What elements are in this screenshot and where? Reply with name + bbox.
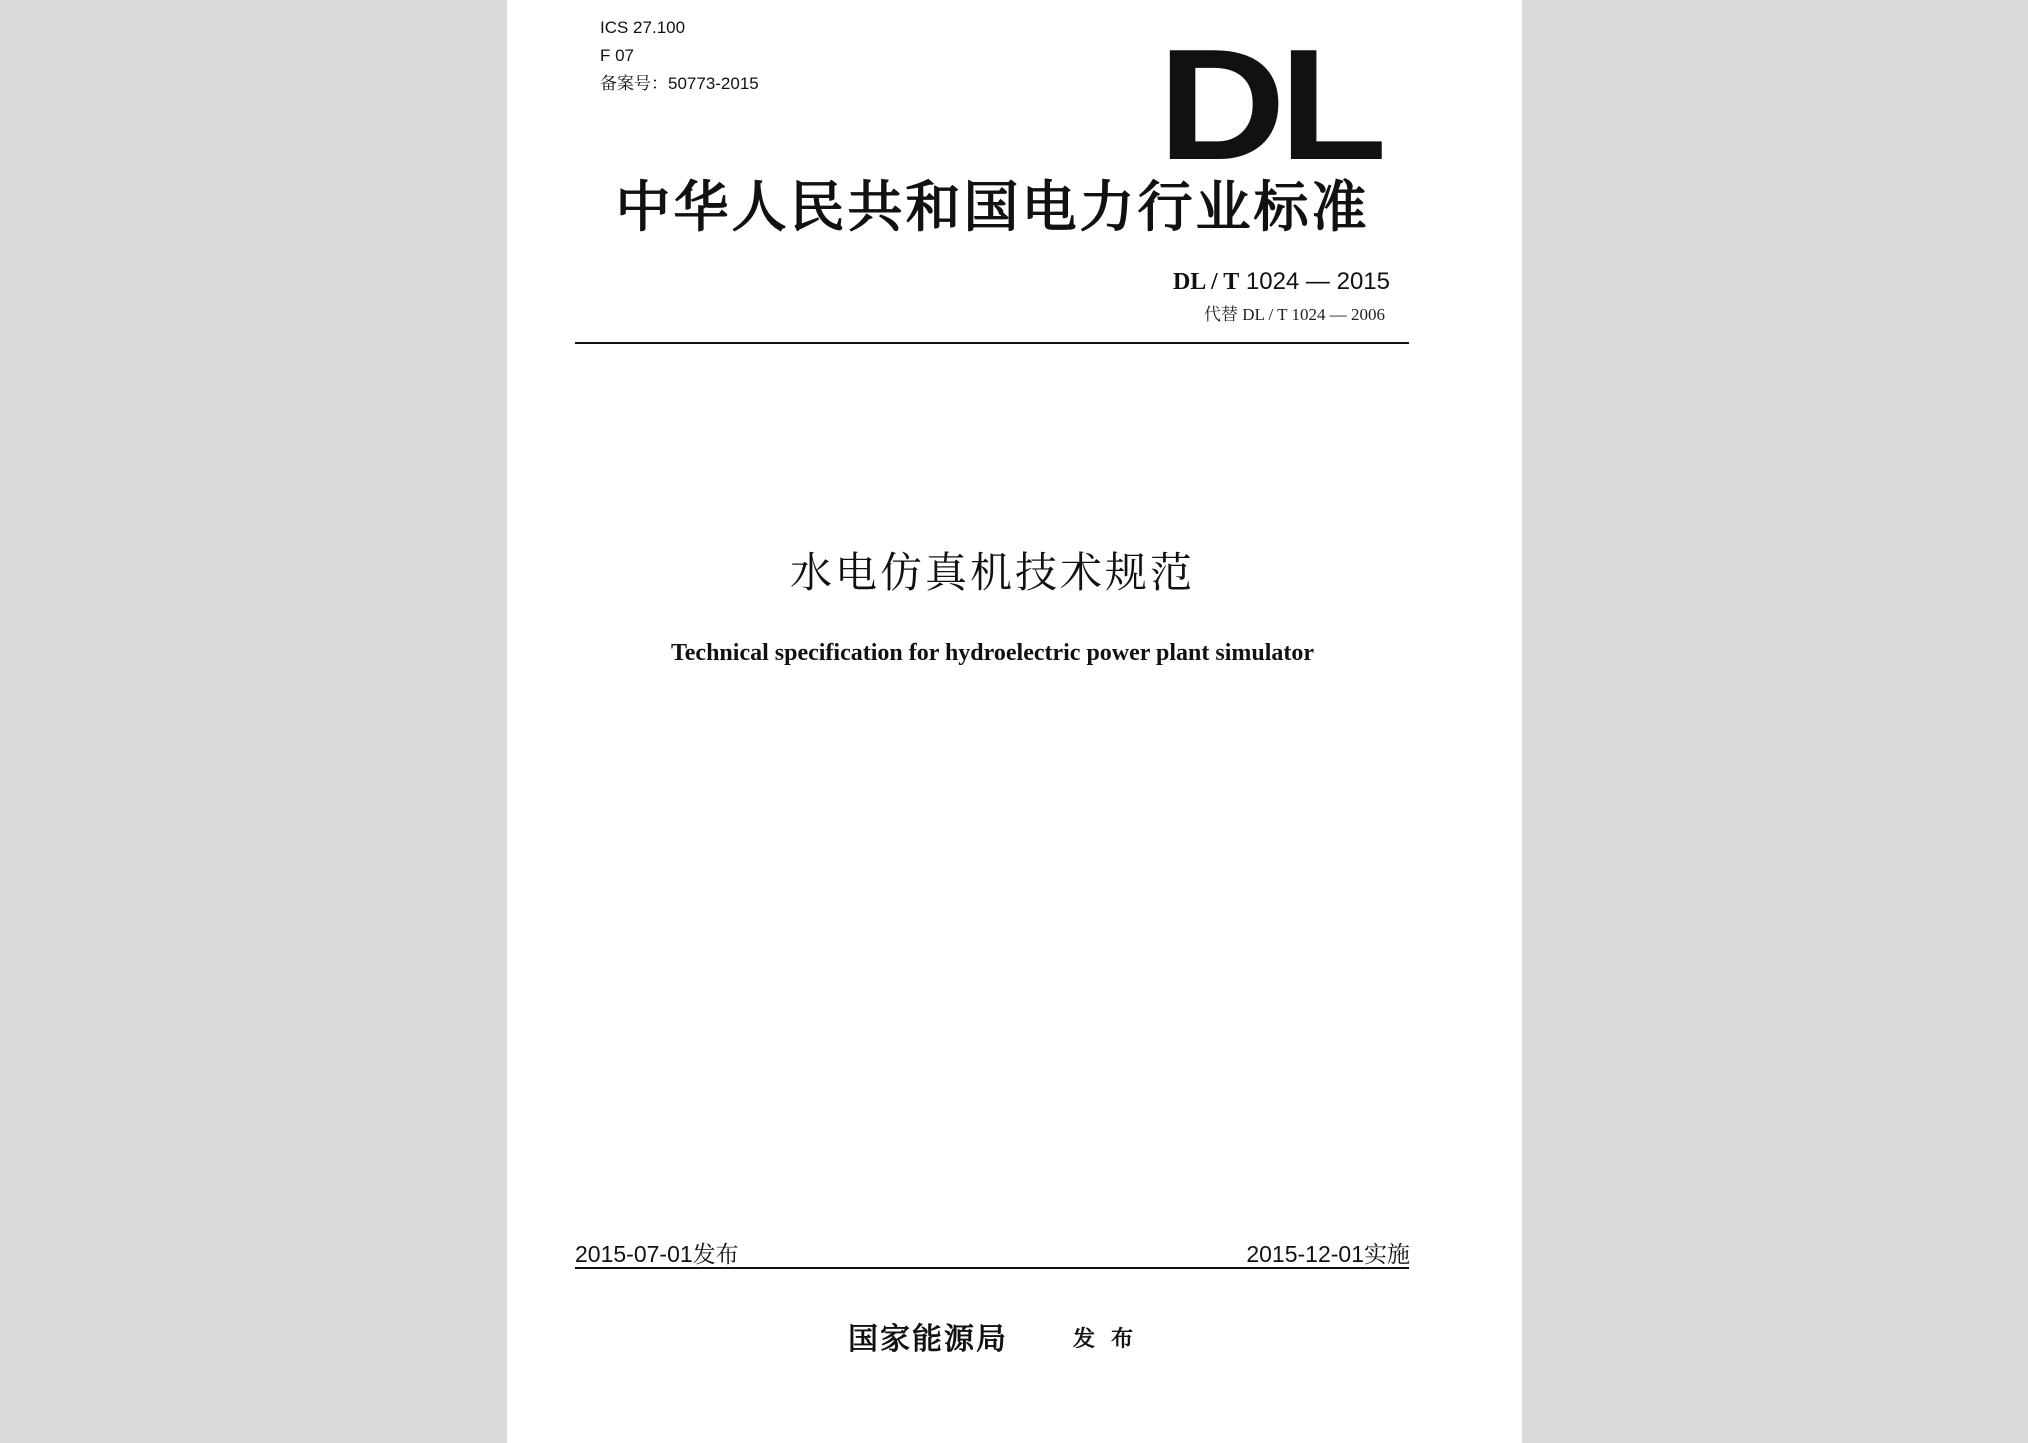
dl-logo: DL xyxy=(1158,17,1381,193)
replaces-standard: 代替 DL / T 1024 — 2006 xyxy=(1203,305,1385,324)
effective-date: 2015-12-01实施 xyxy=(1246,1241,1410,1267)
standard-code xyxy=(1173,268,1390,296)
classification-block xyxy=(600,14,759,98)
ics-code: ICS 27.100 xyxy=(600,18,686,37)
f-code: F 07 xyxy=(600,46,635,65)
issue-date: 2015-07-01发布 xyxy=(575,1241,739,1267)
standard-category-title: 中华人民共和国电力行业标准 xyxy=(615,174,1370,239)
bottom-divider xyxy=(575,1267,1409,1269)
document-title-cn: 水电仿真机技术规范 xyxy=(789,548,1195,597)
record-number: 备案号：50773-2015 xyxy=(600,74,759,93)
top-divider xyxy=(575,342,1409,344)
standard-code-number: 1024 — 2015 xyxy=(1245,268,1390,295)
document-title-en: Technical specification for hydroelectric power plant simulator xyxy=(670,640,1315,666)
publisher-name: 国家能源局 xyxy=(848,1322,1008,1357)
publisher-action: 发布 xyxy=(1073,1326,1150,1352)
standard-code-prefix: DL / T xyxy=(1172,269,1240,295)
